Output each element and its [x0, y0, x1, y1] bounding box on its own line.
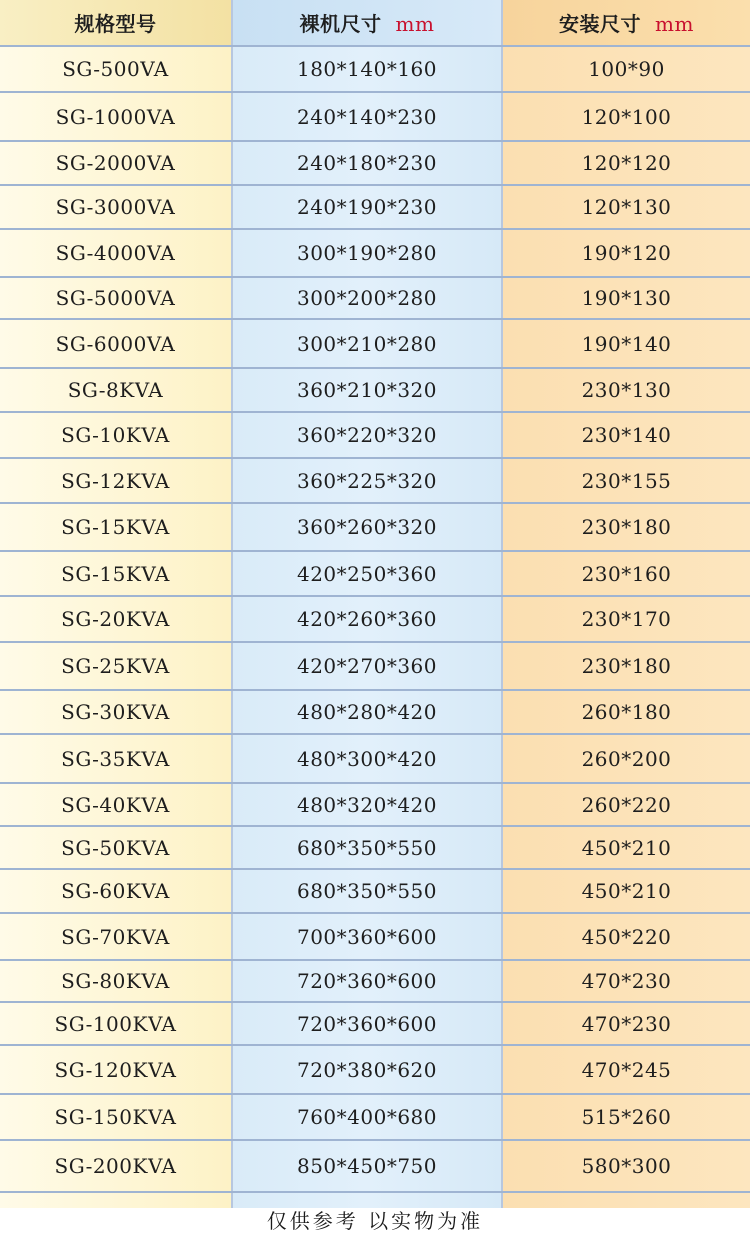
- model-cell: SG-500VA: [0, 46, 232, 92]
- install-size-cell: 450*210: [502, 826, 750, 869]
- install-size-cell: 230*180: [502, 642, 750, 690]
- install-size-cell: 470*245: [502, 1045, 750, 1094]
- header-bare-size: [232, 0, 502, 46]
- model-cell: SG-50KVA: [0, 826, 232, 869]
- model-cell: SG-12KVA: [0, 458, 232, 503]
- bare-size-cell: 240*180*230: [232, 141, 502, 185]
- bare-size-cell: 480*300*420: [232, 734, 502, 783]
- bare-size-cell: 300*190*280: [232, 229, 502, 277]
- table-row: [0, 690, 750, 734]
- model-cell: SG-15KVA: [0, 503, 232, 551]
- table-row: [0, 869, 750, 913]
- install-size-cell: 120*130: [502, 185, 750, 229]
- table-row: [0, 596, 750, 642]
- install-size-cell: 190*130: [502, 277, 750, 319]
- table-row: [0, 185, 750, 229]
- bare-size-cell: 480*280*420: [232, 690, 502, 734]
- model-cell: SG-20KVA: [0, 596, 232, 642]
- bare-size-cell: 360*210*320: [232, 368, 502, 412]
- install-size-cell: 260*220: [502, 783, 750, 826]
- bare-size-cell: 300*210*280: [232, 319, 502, 368]
- model-cell: SG-6000VA: [0, 319, 232, 368]
- header-row: [0, 0, 750, 46]
- bare-size-cell: 420*260*360: [232, 596, 502, 642]
- install-size-cell: 100*90: [502, 46, 750, 92]
- install-size-cell: 230*180: [502, 503, 750, 551]
- table-row: [0, 1094, 750, 1140]
- table-row: [0, 92, 750, 141]
- bare-size-cell: 360*225*320: [232, 458, 502, 503]
- install-size-cell: 260*180: [502, 690, 750, 734]
- table-row: [0, 1045, 750, 1094]
- model-cell: SG-10KVA: [0, 412, 232, 458]
- table-row: [0, 1002, 750, 1045]
- model-cell: SG-35KVA: [0, 734, 232, 783]
- bare-size-cell: 680*350*550: [232, 869, 502, 913]
- table-row: [0, 141, 750, 185]
- install-size-cell: 450*210: [502, 869, 750, 913]
- table-row: [0, 734, 750, 783]
- bare-size-cell: 700*360*600: [232, 913, 502, 960]
- bare-size-cell: 760*400*680: [232, 1094, 502, 1140]
- model-cell: SG-60KVA: [0, 869, 232, 913]
- model-cell: SG-2000VA: [0, 141, 232, 185]
- bare-size-cell: 720*380*620: [232, 1045, 502, 1094]
- install-size-cell: 230*130: [502, 368, 750, 412]
- model-cell: SG-70KVA: [0, 913, 232, 960]
- header-install-size-label: 安装尺寸: [559, 12, 642, 36]
- table-row: [0, 783, 750, 826]
- table-row: [0, 368, 750, 412]
- model-cell: SG-5000VA: [0, 277, 232, 319]
- model-cell: SG-4000VA: [0, 229, 232, 277]
- table-row: [0, 412, 750, 458]
- install-size-cell: 190*140: [502, 319, 750, 368]
- bare-size-cell: 420*250*360: [232, 551, 502, 596]
- model-cell: SG-3000VA: [0, 185, 232, 229]
- model-cell: SG-25KVA: [0, 642, 232, 690]
- model-cell: SG-30KVA: [0, 690, 232, 734]
- model-cell: SG-40KVA: [0, 783, 232, 826]
- model-cell: SG-100KVA: [0, 1002, 232, 1045]
- table-row: [0, 960, 750, 1002]
- table-row: [0, 229, 750, 277]
- model-cell: SG-8KVA: [0, 368, 232, 412]
- table-row: [0, 46, 750, 92]
- install-size-cell: 580*300: [502, 1140, 750, 1192]
- header-bare-size-label: 裸机尺寸: [299, 12, 382, 36]
- bare-size-cell: 720*360*600: [232, 960, 502, 1002]
- table-row: [0, 826, 750, 869]
- install-size-cell: 470*230: [502, 1002, 750, 1045]
- install-size-cell: 230*155: [502, 458, 750, 503]
- bare-size-cell: 240*140*230: [232, 92, 502, 141]
- model-cell: SG-15KVA: [0, 551, 232, 596]
- install-size-cell: 260*200: [502, 734, 750, 783]
- header-install-size: [502, 0, 750, 46]
- install-size-cell: 230*140: [502, 412, 750, 458]
- bare-size-cell: 360*220*320: [232, 412, 502, 458]
- model-cell: SG-80KVA: [0, 960, 232, 1002]
- bare-size-cell: 300*200*280: [232, 277, 502, 319]
- table-row: [0, 1140, 750, 1192]
- install-size-cell: 120*120: [502, 141, 750, 185]
- install-size-cell: 230*160: [502, 551, 750, 596]
- install-size-cell: 515*260: [502, 1094, 750, 1140]
- install-size-cell: 230*170: [502, 596, 750, 642]
- install-size-cell: 190*120: [502, 229, 750, 277]
- bare-size-cell: 360*260*320: [232, 503, 502, 551]
- install-size-cell: 450*220: [502, 913, 750, 960]
- header-model: 规格型号: [0, 0, 232, 46]
- model-cell: SG-200KVA: [0, 1140, 232, 1192]
- bare-size-cell: 480*320*420: [232, 783, 502, 826]
- bare-size-cell: 720*360*600: [232, 1002, 502, 1045]
- install-size-cell: 470*230: [502, 960, 750, 1002]
- model-cell: SG-150KVA: [0, 1094, 232, 1140]
- model-cell: SG-1000VA: [0, 92, 232, 141]
- bare-size-cell: 420*270*360: [232, 642, 502, 690]
- header-install-unit: mm: [655, 12, 694, 36]
- bare-size-cell: 680*350*550: [232, 826, 502, 869]
- table-row: [0, 913, 750, 960]
- bare-size-cell: 850*450*750: [232, 1140, 502, 1192]
- header-bare-unit: mm: [395, 12, 435, 36]
- table-row: [0, 642, 750, 690]
- table-row: [0, 551, 750, 596]
- footer-note: 仅供参考 以实物为准: [266, 1209, 484, 1233]
- table-row: [0, 319, 750, 368]
- install-size-cell: 120*100: [502, 92, 750, 141]
- table-row: [0, 458, 750, 503]
- model-cell: SG-120KVA: [0, 1045, 232, 1094]
- bare-size-cell: 180*140*160: [232, 46, 502, 92]
- bare-size-cell: 240*190*230: [232, 185, 502, 229]
- table-row: [0, 503, 750, 551]
- table-row: [0, 277, 750, 319]
